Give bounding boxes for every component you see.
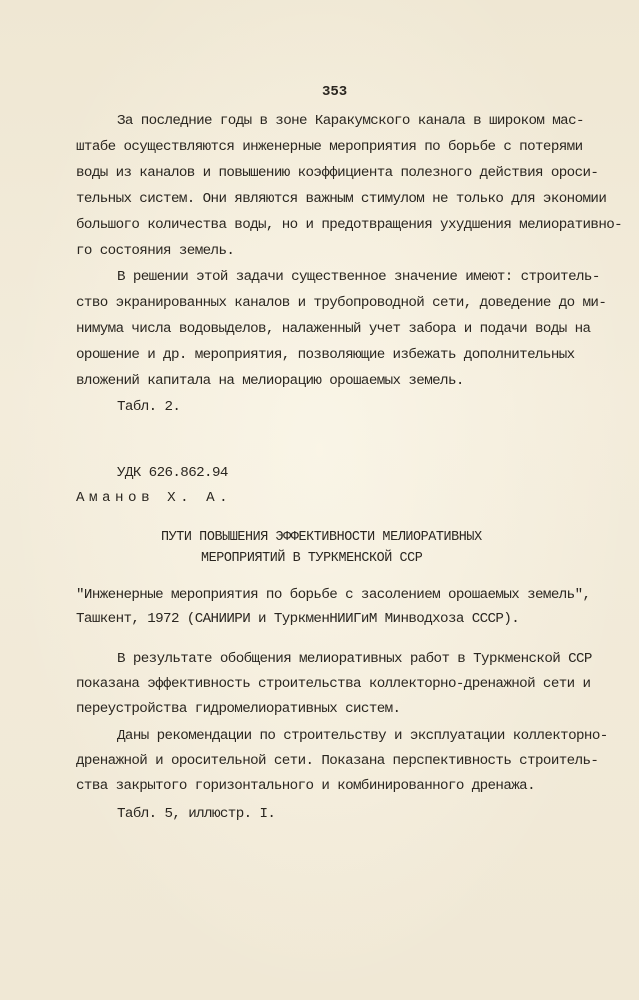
abstract-1-p1-line-1: За последние годы в зоне Каракумского канала в широком мас-	[117, 113, 584, 129]
abstract-2-source-line-2: Ташкент, 1972 (САНИИРИ и ТуркменНИИГиМ Минводхоза СССР).	[76, 611, 520, 627]
page-number: 353	[322, 84, 348, 100]
abstract-2-p2-line-2: дренажной и оросительной сети. Показана перспективность строитель-	[76, 753, 599, 769]
abstract-1-p1-line-5: большого количества воды, но и предотвращения ухудшения мелиоративно-	[76, 217, 623, 233]
abstract-2-title-line-1: ПУТИ ПОВЫШЕНИЯ ЭФФЕКТИВНОСТИ МЕЛИОРАТИВНЫХ	[161, 530, 482, 545]
abstract-1-p2-line-1: В решении этой задачи существенное значение имеют: строитель-	[117, 269, 600, 285]
abstract-1-p2-line-2: ство экранированных каналов и трубопроводной сети, доведение до ми-	[76, 295, 607, 311]
abstract-1-p1-line-4: тельных систем. Они являются важным стимулом не только для экономии	[76, 191, 607, 207]
abstract-2-p2-line-3: ства закрытого горизонтального и комбинированного дренажа.	[76, 778, 536, 794]
abstract-2-table-note: Табл. 5, иллюстр. I.	[117, 806, 276, 822]
abstract-1-p1-line-3: воды из каналов и повышению коэффициента полезного действия ороси-	[76, 165, 599, 181]
abstract-1-p1-line-6: го состояния земель.	[76, 243, 235, 259]
abstract-2-p1-line-2: показана эффективность строительства коллекторно-дренажной сети и	[76, 676, 591, 692]
abstract-1-p1-line-2: штабе осуществляются инженерные мероприятия по борьбе с потерями	[76, 139, 583, 155]
abstract-1-p2-line-4: орошение и др. мероприятия, позволяющие избежать дополнительных	[76, 347, 575, 363]
abstract-1-table-note: Табл. 2.	[117, 399, 181, 415]
abstract-2-title-line-2: МЕРОПРИЯТИЙ В ТУРКМЕНСКОЙ ССР	[201, 551, 423, 566]
abstract-2-p2-line-1: Даны рекомендации по строительству и эксплуатации коллекторно-	[117, 728, 608, 744]
author-name: Аманов Х. А.	[76, 490, 233, 506]
abstract-1-p2-line-5: вложений капитала на мелиорацию орошаемых земель.	[76, 373, 464, 389]
udc-code: УДК 626.862.94	[117, 465, 228, 481]
abstract-2-p1-line-3: переустройства гидромелиоративных систем.	[76, 701, 401, 717]
abstract-2-p1-line-1: В результате обобщения мелиоративных работ в Туркменской ССР	[117, 651, 592, 667]
abstract-1-p2-line-3: нимума числа водовыделов, налаженный учет забора и подачи воды на	[76, 321, 591, 337]
abstract-2-source-line-1: "Инженерные мероприятия по борьбе с засолением орошаемых земель",	[76, 587, 591, 603]
